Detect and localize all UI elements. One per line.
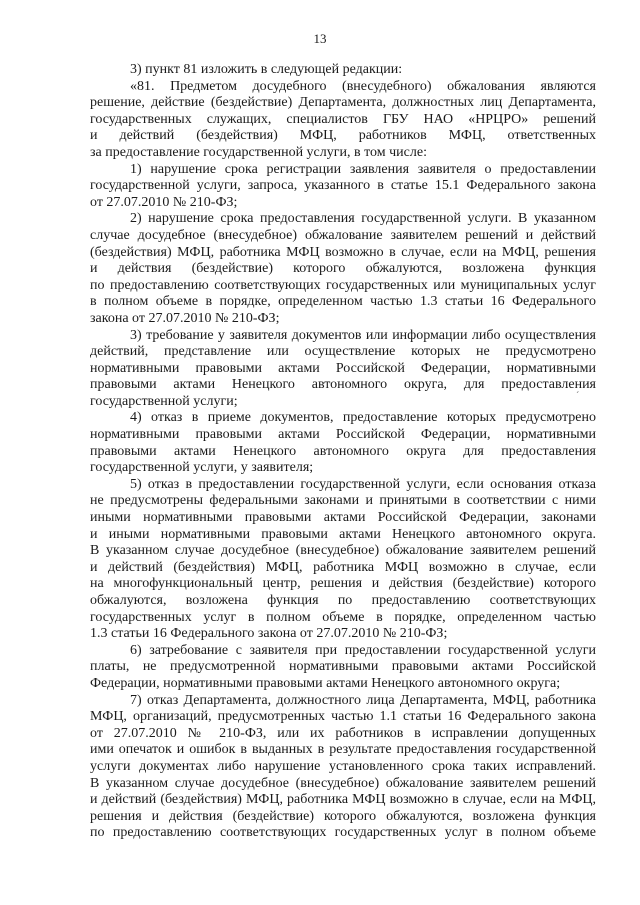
- text-line: услуги документах либо нарушение установленного срока таких исправлений.: [90, 758, 596, 774]
- text-line: государственной услуги;: [90, 393, 238, 409]
- text-line: государственной услуги, у заявителя;: [90, 460, 314, 476]
- text-line: МФЦ, организаций, предусмотренных частью 1.1 статьи 16 Федерального закона: [90, 709, 596, 725]
- text-line: 3) пункт 81 изложить в следующей редакции:: [130, 62, 403, 77]
- text-line: (бездействия) МФЦ, работника МФЦ возможно в случае, если на МФЦ, решения: [90, 244, 596, 260]
- text-line: и иными нормативными правовыми актами Ненецкого автономного округа.: [90, 526, 596, 542]
- text-line: на многофункциональный центр, решения и действия (бездействие) которого: [90, 576, 596, 592]
- text-line: государственной услуги, запроса, указанного в статье 15.1 Федерального закона: [90, 178, 596, 194]
- text-line: иными нормативными правовыми актами Российской Федерации, законами: [90, 510, 596, 526]
- text-line: закона от 27.07.2010 № 210-ФЗ;: [90, 310, 280, 326]
- text-line: и действия (бездействие) которого обжалуются, возложена функция: [90, 261, 596, 277]
- text-line: правовыми актами Ненецкого автономного округа, для предоставления: [90, 377, 596, 393]
- scan-speck-mark: ´: [576, 391, 580, 402]
- text-line: государственных служащих, специалистов ГБУ НАО «НРЦРО» решений: [90, 111, 596, 127]
- text-line: и действий (бездействия) МФЦ, работников МФЦ, ответственных: [90, 128, 596, 144]
- document-body: [90, 62, 596, 842]
- text-line: по предоставлению соответствующих государственных услуг в полном объеме: [90, 825, 596, 841]
- text-line: в полном объеме в порядке, определенном частью 1.3 статьи 16 Федерального: [90, 294, 596, 310]
- text-line: и действий (бездействия) МФЦ, работника МФЦ возможно в случае, если: [90, 559, 596, 575]
- text-line: В указанном случае досудебное (внесудебное) обжалование заявителем решений: [90, 775, 596, 791]
- text-line: 1.3 статьи 16 Федерального закона от 27.07.2010 № 210-ФЗ;: [90, 626, 448, 642]
- text-line: решение, действие (бездействие) Департамента, должностных лиц Департамента,: [90, 95, 596, 111]
- text-line: от 27.07.2010 № 210-ФЗ, или их работников в исправлении допущенных: [90, 725, 596, 741]
- text-line: нормативными правовыми актами Российской Федерации, нормативными: [90, 360, 596, 376]
- text-line: правовыми актами Ненецкого автономного округа для предоставления: [90, 443, 596, 459]
- text-line: 4) отказ в приеме документов, предоставление которых предусмотрено: [130, 410, 596, 426]
- text-line: обжалуются, возложена функция по предоставлению соответствующих: [90, 593, 596, 608]
- text-line: платы, не предусмотренной нормативными правовыми актами Российской: [90, 659, 596, 675]
- text-line: за предоставление государственной услуги, в том числе:: [90, 144, 427, 160]
- text-line: ими опечаток и ошибок в выданных в результате предоставления государственной: [90, 742, 596, 758]
- text-line: Федерации, нормативными правовыми актами Ненецкого автономного округа;: [90, 675, 561, 691]
- text-line: от 27.07.2010 № 210-ФЗ;: [90, 194, 238, 210]
- text-line: случае досудебное (внесудебное) обжалование заявителем решений и действий: [90, 227, 596, 243]
- text-line: государственных услуг в полном объеме в порядке, определенном частью: [90, 609, 596, 625]
- text-line: нормативными правовыми актами Российской Федерации, нормативными: [90, 427, 596, 443]
- text-line: 5) отказ в предоставлении государственной услуги, если основания отказа: [130, 476, 596, 492]
- text-line: 2) нарушение срока предоставления государственной услуги. В указанном: [130, 211, 596, 227]
- text-line: по предоставлению соответствующих государственных или муниципальных услуг: [90, 277, 596, 293]
- text-line: «81. Предметом досудебного (внесудебного) обжалования являются: [130, 78, 596, 94]
- text-line: 6) затребование с заявителя при предоставлении государственной услуги: [130, 642, 596, 658]
- text-line: В указанном случае досудебное (внесудебное) обжалование заявителем решений: [90, 543, 596, 559]
- text-line: решения и действия (бездействие) которого обжалуются, возложена функция: [90, 808, 596, 824]
- page-number: 13: [313, 31, 327, 46]
- text-line: не предусмотрены федеральными законами и принятыми в соответствии с ними: [90, 493, 596, 509]
- text-line: 1) нарушение срока регистрации заявления заявителя о предоставлении: [130, 161, 596, 177]
- text-line: и действий (бездействия) МФЦ, работника МФЦ возможно в случае, если на МФЦ,: [90, 792, 596, 808]
- text-line: 7) отказ Департамента, должностного лица Департамента, МФЦ, работника: [130, 692, 596, 708]
- text-line: 3) требование у заявителя документов или информации либо осуществления: [130, 327, 596, 343]
- text-line: действий, представление или осуществление которых не предусмотрено: [90, 344, 596, 360]
